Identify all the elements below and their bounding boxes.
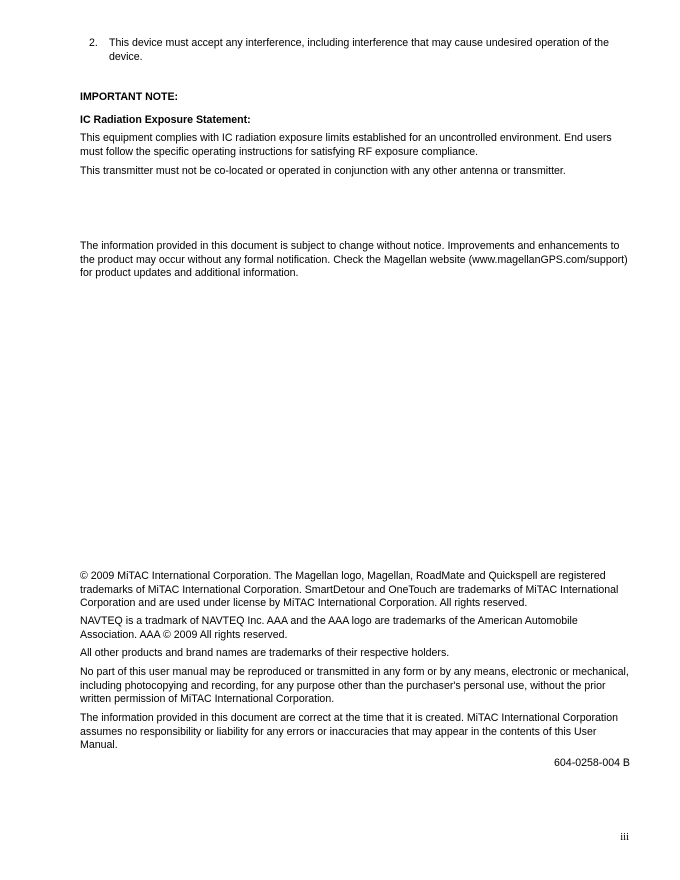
change-notice-paragraph: The information provided in this document is subject to change without notice. Improvements and enhancements to the product may occur without any formal notification. Check the Magellan website (www.magellanGPS.com/support) for product updates and additional information. [80,240,628,279]
copyright-paragraph: © 2009 MiTAC International Corporation. The Magellan logo, Magellan, RoadMate and Quickspell are registered trademarks of MiTAC International Corporation. SmartDetour and OneTouch are trademarks of MiTAC International Corporation and are used under license by MiTAC International Corporation. All rights reserved. [80,570,619,609]
list-item [89,37,637,64]
important-note-heading: IMPORTANT NOTE: [80,91,179,103]
page-number: iii [620,832,629,843]
navteq-trademark-paragraph: NAVTEQ is a tradmark of NAVTEQ Inc. AAA and the AAA logo are trademarks of the American Automobile Association. AAA © 2009 All rights reserved. [80,615,578,641]
list-item-number: 2. [89,37,98,49]
ic-exposure-paragraph: This equipment complies with IC radiation exposure limits established for an uncontrolled environment. End users must follow the specific operating instructions for satisfying RF exposure compliance. [80,132,612,158]
reproduction-paragraph: No part of this user manual may be reproduced or transmitted in any form or by any means, electronic or mechanical, including photocopying and recording, for any purpose other than the purchaser's personal use, without the prior written permission of MiTAC International Corporation. [80,666,629,705]
other-trademarks-paragraph: All other products and brand names are trademarks of their respective holders. [80,647,450,659]
ic-exposure-heading: IC Radiation Exposure Statement: [80,114,251,126]
document-number: 604-0258-004 B [554,757,630,769]
co-location-paragraph: This transmitter must not be co-located or operated in conjunction with any other antenna or transmitter. [80,165,566,177]
list-item-text: This device must accept any interference, including interference that may cause undesired operation of the device. [109,37,609,63]
accuracy-paragraph: The information provided in this document are correct at the time that it is created. MiTAC International Corporation assumes no responsibility or liability for any errors or inaccuracies that may appear in the contents of this User Manual. [80,712,618,751]
